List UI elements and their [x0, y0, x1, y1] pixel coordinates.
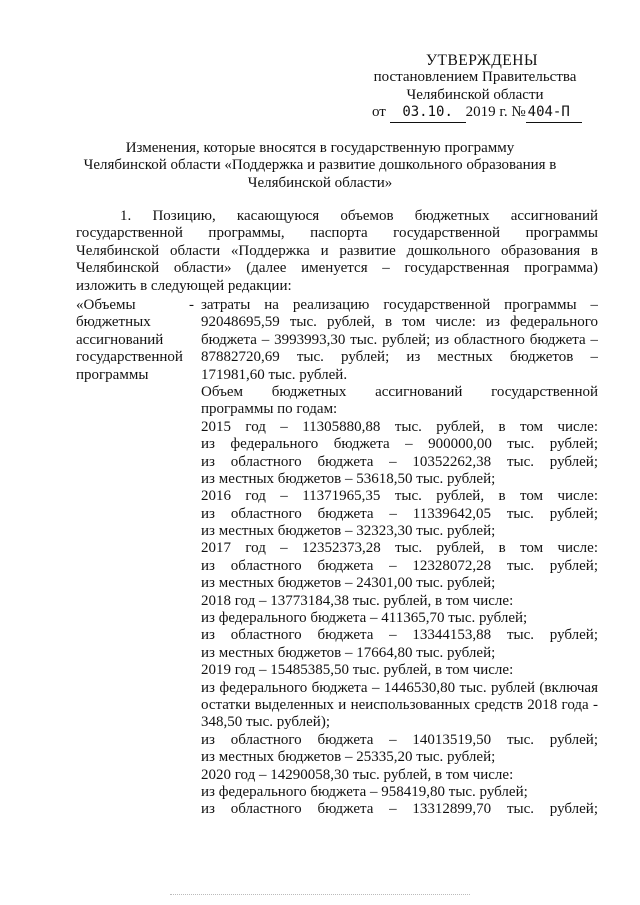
- title-line: Изменения, которые вносятся в государственную программу: [125, 140, 515, 156]
- right-cell-line: из местных бюджетов – 53618,50 тыс. рублей;: [201, 470, 496, 487]
- right-cell-line: 2016 год – 11371965,35 тыс. рублей, в том числе:: [201, 488, 598, 505]
- right-cell-line: бюджета – 3993993,30 тыс. рублей; из областного бюджета –: [201, 331, 598, 348]
- right-cell-line: из местных бюджетов – 24301,00 тыс. рублей;: [201, 575, 496, 592]
- approval-block: [360, 52, 590, 122]
- scan-edge-line: [170, 894, 470, 895]
- right-cell-line: из федерального бюджета – 900000,00 тыс. рублей;: [201, 436, 598, 453]
- right-cell-line: затраты на реализацию государственной программы –: [201, 297, 598, 313]
- approval-date-line: [372, 104, 590, 121]
- right-cell-line: Объем бюджетных ассигнований государственной: [201, 383, 598, 400]
- paragraph-line: 1. Позицию, касающуюся объемов бюджетных ассигнований: [120, 208, 598, 224]
- right-cell-line: из федерального бюджета – 1446530,80 тыс. рублей (включая: [201, 679, 598, 696]
- right-cell-line: программы по годам:: [201, 401, 338, 418]
- title-line: Челябинской области»: [247, 174, 393, 191]
- handwritten-date: 03.10.: [390, 104, 466, 122]
- right-cell-line: 2019 год – 15485385,50 тыс. рублей, в том числе:: [201, 662, 514, 679]
- document-title: [70, 140, 570, 192]
- number-sign: №: [511, 104, 526, 121]
- approval-line-1: постановлением Правительства: [373, 69, 577, 86]
- paragraph-line: изложить в следующей редакции:: [76, 277, 292, 294]
- title-line: Челябинской области «Поддержка и развитие дошкольного образования в: [83, 157, 557, 174]
- right-cell-line: из областного бюджета – 12328072,28 тыс. рублей;: [201, 557, 598, 574]
- right-cell-line: из местных бюджетов – 17664,80 тыс. рублей;: [201, 644, 496, 661]
- right-cell-line: из областного бюджета – 13344153,88 тыс. рублей;: [201, 627, 598, 644]
- paragraph-line: Челябинской области» (далее именуется – государственная программа): [76, 260, 598, 277]
- left-cell-line: бюджетных: [76, 314, 151, 331]
- right-cell-line: из областного бюджета – 13312899,70 тыс. рублей;: [201, 801, 598, 818]
- left-cell-line: ассигнований: [76, 331, 164, 348]
- right-cell-line: из местных бюджетов – 32323,30 тыс. рублей;: [201, 523, 496, 540]
- approval-heading: УТВЕРЖДЕНЫ: [426, 52, 538, 69]
- right-cell-line: 87882720,69 тыс. рублей; из местных бюджетов –: [201, 349, 598, 366]
- table-left-column: [76, 297, 194, 384]
- right-cell-line: 171981,60 тыс. рублей.: [201, 366, 348, 383]
- right-cell-line: 2015 год – 11305880,88 тыс. рублей, в том числе:: [201, 418, 598, 435]
- right-cell-line: 2018 год – 13773184,38 тыс. рублей, в том числе:: [201, 592, 514, 609]
- right-cell-line: из областного бюджета – 11339642,05 тыс. рублей;: [201, 505, 598, 522]
- right-cell-line: из местных бюджетов – 25335,20 тыс. рублей;: [201, 749, 496, 766]
- right-cell-line: из областного бюджета – 14013519,50 тыс. рублей;: [201, 731, 598, 748]
- right-cell-line: из областного бюджета – 10352262,38 тыс. рублей;: [201, 453, 598, 470]
- right-cell-line: остатки выделенных и неиспользованных средств 2018 года -: [201, 696, 598, 713]
- column-separator-dash: -: [189, 297, 194, 313]
- right-cell-line: 348,50 тыс. рублей);: [201, 714, 330, 731]
- table-right-column: [201, 297, 598, 819]
- left-cell-line: государственной: [76, 349, 183, 366]
- left-cell-line: «Объемы: [76, 297, 136, 313]
- paragraph-line: государственной программы, паспорта государственной программы: [76, 225, 598, 242]
- right-cell-line: 92048695,59 тыс. рублей, в том числе: из федерального: [201, 314, 598, 331]
- right-cell-line: 2017 год – 12352373,28 тыс. рублей, в том числе:: [201, 540, 598, 557]
- date-prefix: от: [372, 104, 386, 121]
- paragraph-1: [76, 208, 598, 295]
- approval-line-2: Челябинской области: [406, 86, 544, 103]
- year-text: 2019 г.: [465, 104, 508, 121]
- handwritten-number: 404-П: [526, 104, 582, 122]
- right-cell-line: 2020 год – 14290058,30 тыс. рублей, в том числе:: [201, 766, 514, 783]
- right-cell-line: из федерального бюджета – 958419,80 тыс. рублей;: [201, 783, 528, 800]
- left-cell-line: программы: [76, 366, 149, 383]
- paragraph-line: Челябинской области «Поддержка и развитие дошкольного образования в: [76, 242, 598, 259]
- right-cell-line: из федерального бюджета – 411365,70 тыс. рублей;: [201, 610, 528, 627]
